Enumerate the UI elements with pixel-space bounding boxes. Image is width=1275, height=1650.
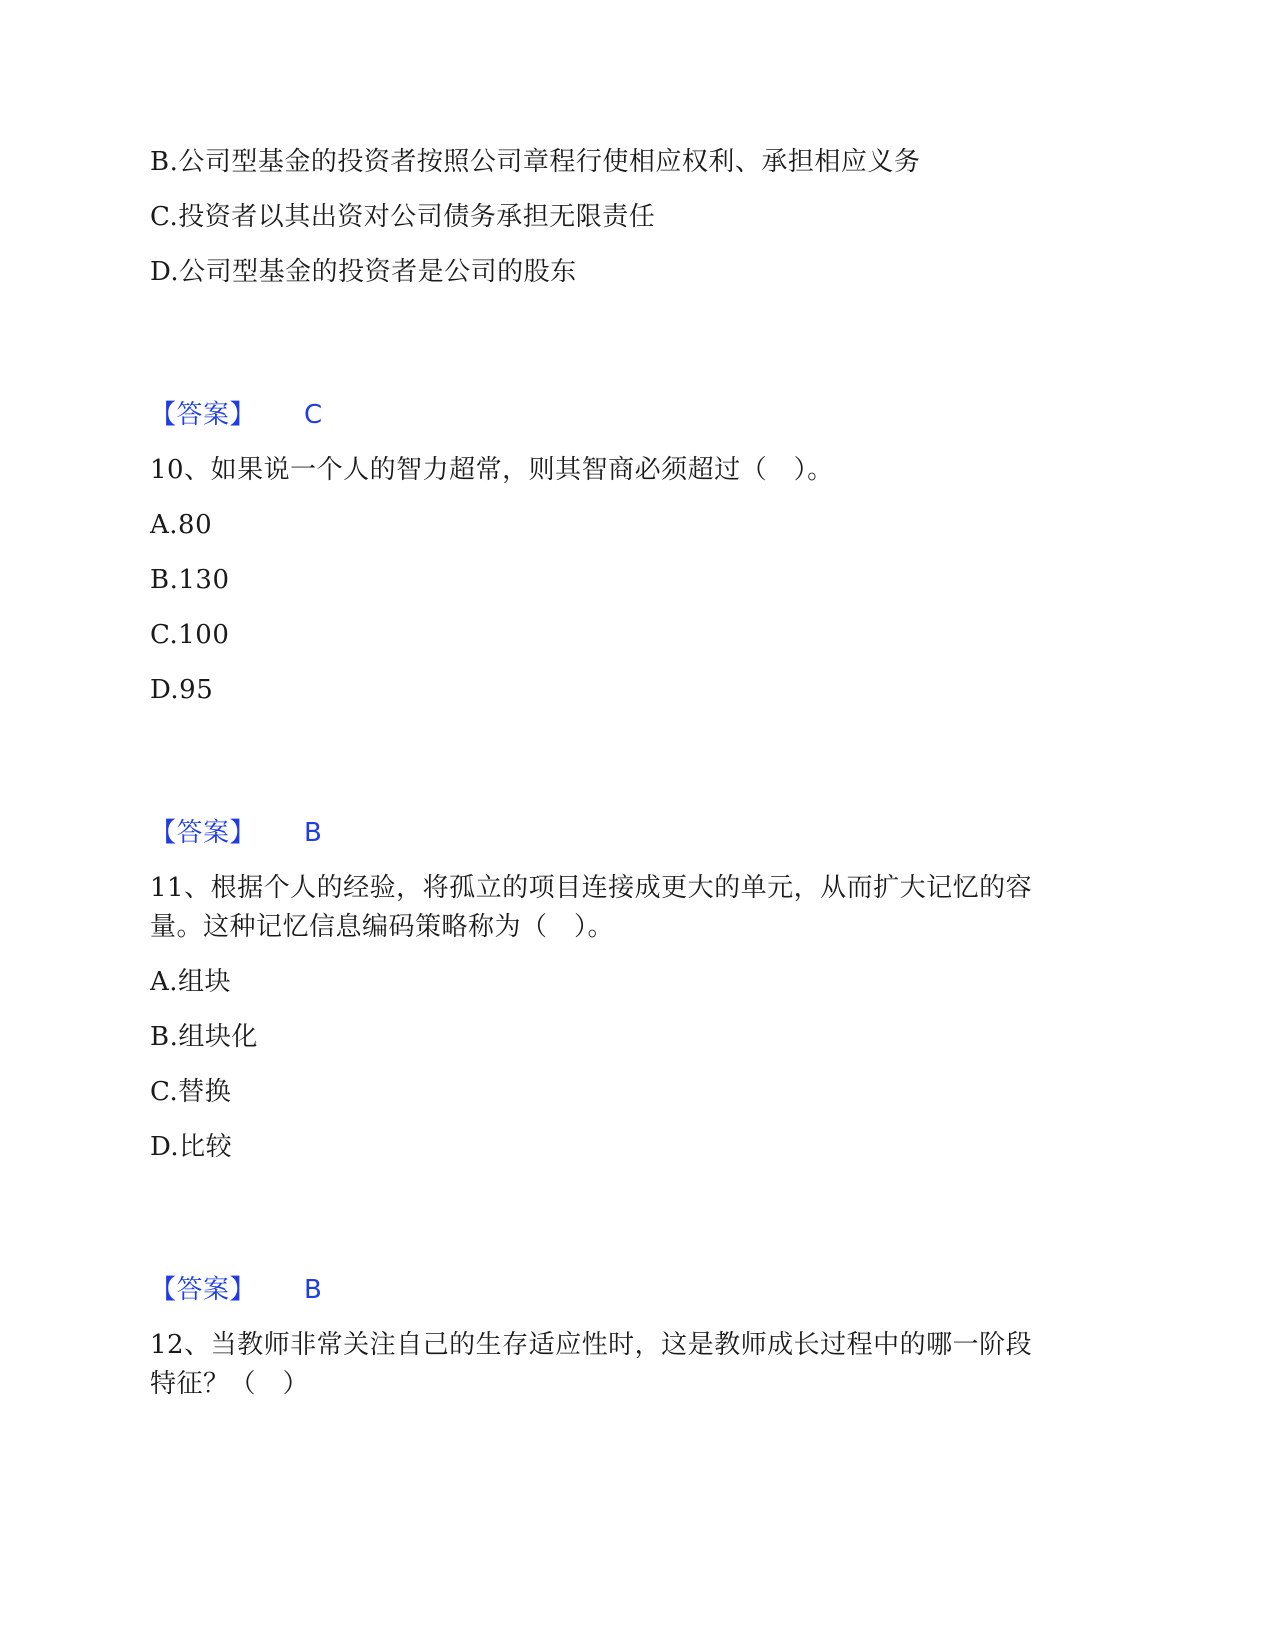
q11-option-b: B.组块化: [150, 1022, 258, 1052]
answer-label: 【答案】: [150, 400, 257, 430]
q9-option-b: B.公司型基金的投资者按照公司章程行使相应权利、承担相应义务: [150, 147, 921, 177]
q9-option-d: D.公司型基金的投资者是公司的股东: [150, 257, 577, 287]
q10-answer: [150, 813, 1110, 853]
q11-option-a: A.组块: [150, 967, 232, 997]
q10-option-c: C.100: [150, 620, 230, 650]
answer-label: 【答案】: [150, 1275, 257, 1305]
q12-stem-line1: 12、当教师非常关注自己的生存适应性时，这是教师成长过程中的哪一阶段: [150, 1330, 1033, 1360]
q10-option-a: A.80: [150, 510, 213, 540]
answer-value: C: [304, 400, 323, 430]
q11-option-c: C.替换: [150, 1077, 232, 1107]
q10-option-b: B.130: [150, 565, 230, 595]
q10-stem: 10、如果说一个人的智力超常，则其智商必须超过（ ）。: [150, 455, 834, 485]
q11-stem-line1: 11、根据个人的经验，将孤立的项目连接成更大的单元，从而扩大记忆的容: [150, 873, 1033, 903]
answer-value: B: [304, 818, 323, 848]
answer-value: B: [304, 1275, 323, 1305]
q9-answer: [150, 395, 1110, 435]
q10-option-d: D.95: [150, 675, 214, 705]
answer-label: 【答案】: [150, 818, 257, 848]
q12-stem-line2: 特征？（ ）: [150, 1369, 310, 1399]
q9-option-c: C.投资者以其出资对公司债务承担无限责任: [150, 202, 656, 232]
q11-stem-line2: 量。这种记忆信息编码策略称为（ ）。: [150, 912, 615, 942]
q11-option-d: D.比较: [150, 1132, 233, 1162]
q11-answer: [150, 1270, 1110, 1310]
